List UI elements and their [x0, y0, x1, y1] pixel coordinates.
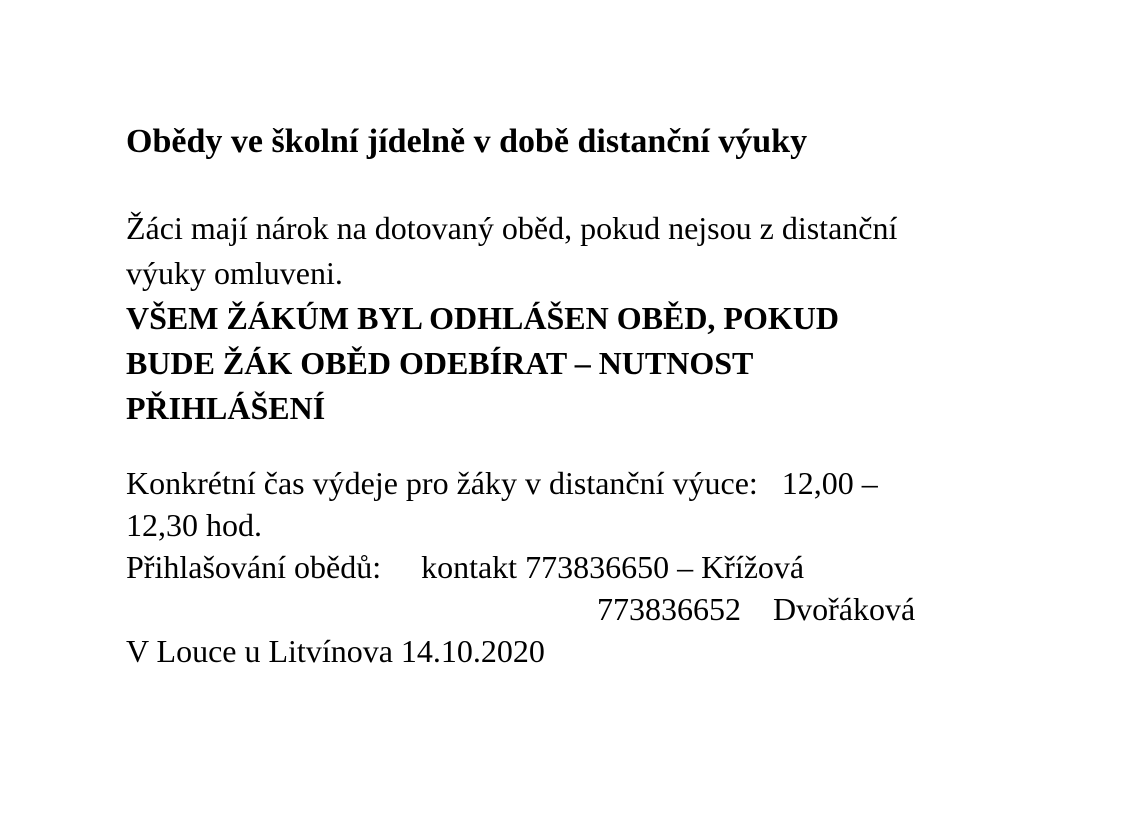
- document-title: Obědy ve školní jídelně v době distanční výuky: [126, 123, 808, 160]
- paragraph-details: [126, 462, 1065, 672]
- signup-contact-line: Přihlašování obědů: kontakt 773836650 – Křížová: [126, 549, 805, 585]
- place-date-line: V Louce u Litvínova 14.10.2020: [126, 633, 545, 669]
- blank-line: [126, 164, 1065, 206]
- serving-time-line-2: 12,30 hod.: [126, 507, 262, 543]
- second-contact-line: 773836652 Dvořáková: [597, 591, 916, 627]
- serving-time-line-1: Konkrétní čas výdeje pro žáky v distanční výuce: 12,00 –: [126, 465, 878, 501]
- cancellation-notice-line-1: VŠEM ŽÁKÚM BYL ODHLÁŠEN OBĚD, POKUD: [126, 300, 839, 336]
- blank-line: [126, 431, 1065, 462]
- cancellation-notice-line-2: BUDE ŽÁK OBĚD ODEBÍRAT – NUTNOST: [126, 345, 754, 381]
- paragraph-eligibility: [126, 206, 1065, 431]
- cancellation-notice-line-3: PŘIHLÁŠENÍ: [126, 390, 326, 426]
- eligibility-line-2: výuky omluveni.: [126, 255, 343, 291]
- eligibility-line-1: Žáci mají nárok na dotovaný oběd, pokud nejsou z distanční: [126, 210, 898, 246]
